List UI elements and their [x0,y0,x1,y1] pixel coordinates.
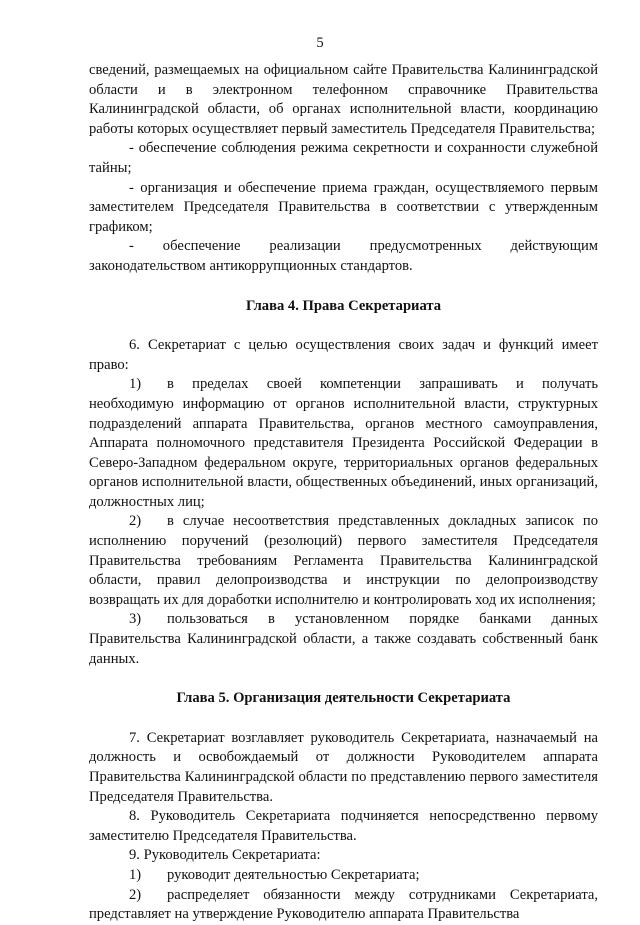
clause-9-item-1 [89,866,598,886]
list-item-reception: - организация и обеспечение приема граждан, осуществляемого первым заместителем Председателя Правительства в соответствии с утвержденным графиком; [89,179,598,235]
clause-6: 6. Секретариат с целью осуществления своих задач и функций имеет право: [89,337,598,373]
item-text: в пределах своей компетенции запрашивать и получать необходимую информацию от органов исполнительной власти, структурных подразделений аппарата Правительства, органов местного самоуправления, Аппарата полномочного представителя Президента Российской Федерации в Северо-Западном федеральном округе, территориальных органов федеральных органов исполнительной власти, общественных объединений, иных организаций, должностных лиц; [89,376,598,510]
item-number: 3) [129,611,142,628]
item-number: 1) [129,866,142,883]
item-number: 2) [129,513,142,530]
page-content [89,61,598,925]
clause-9-item-2 [89,886,598,925]
clause-8: 8. Руководитель Секретариата подчиняется непосредственно первому заместителю Председателя Правительства. [89,808,598,844]
paragraph-continued: сведений, размещаемых на официальном сайте Правительства Калининградской области и в электронном телефонном справочнике Правительства Калининградской области, об органах исполнительной власти, координацию работы которых осуществляет первый заместитель Председателя Правительства; [89,62,598,137]
item-text: в случае несоответствия представленных докладных записок по исполнению поручений (резолюций) первого заместителя Председателя Правительства требованиям Регламента Правительства Калининградской области, правил делопроизводства и инструкции по делопроизводству возвращать их для доработки исполнителю и контролировать ход их исполнения; [89,513,598,608]
list-item-secrecy: - обеспечение соблюдения режима секретности и сохранности служебной тайны; [89,140,598,176]
clause-6-item-2 [89,512,598,610]
clause-6-item-1 [89,375,598,512]
item-number: 1) [129,376,142,393]
clause-6-item-3 [89,610,598,669]
item-text: пользоваться в установленном порядке банками данных Правительства Калининградской области, а также создавать собственный банк данных. [89,611,598,667]
clause-9: 9. Руководитель Секретариата: [129,847,321,864]
page-number: 5 [316,35,324,51]
item-text: распределяет обязанности между сотрудниками Секретариата, представляет на утверждение Руководителю аппарата Правительства [89,886,598,923]
chapter-4-heading: Глава 4. Права Секретариата [245,297,442,314]
item-number: 2) [129,886,142,903]
item-text: руководит деятельностью Секретариата; [167,866,420,883]
clause-7: 7. Секретариат возглавляет руководитель Секретариата, назначаемый на должность и освобождаемый от должности Руководителем аппарата Правительства Калининградской области по представлению первого заместителя Председателя Правительства. [89,729,598,805]
list-item-anticorruption: - обеспечение реализации предусмотренных действующим законодательством антикоррупционных стандартов. [89,238,598,274]
chapter-5-heading: Глава 5. Организация деятельности Секретариата [176,690,511,707]
